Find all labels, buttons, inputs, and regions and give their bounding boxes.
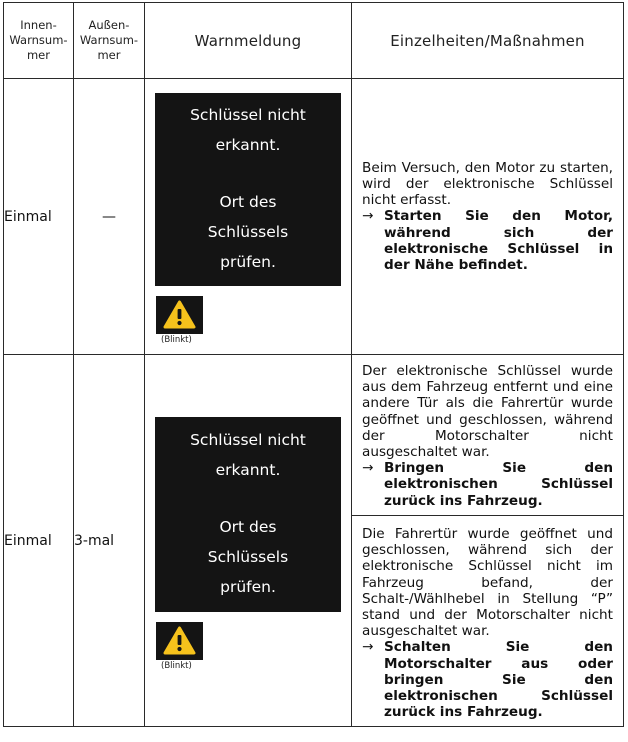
table-row (4, 355, 624, 727)
details-text: Beim Versuch, den Motor zu starten, wird der elektronische Schlüssel nicht erfasst. (362, 159, 613, 209)
details-text: Die Fahrertür wurde geöffnet und geschlossen, während sich der elektronische Schlüssel nicht im Fahrzeug befand, der Schalt-/Wählhebel in Stellung “P” stand und der Motorschalter nicht ausgeschaltet war. (362, 526, 613, 640)
warning-display-screen (155, 93, 341, 286)
arrow-icon: → (362, 208, 374, 225)
table-row (4, 79, 624, 355)
message-line: prüfen. (220, 578, 276, 596)
action-text: Schalten Sie den Motorschalter aus oder bringen Sie den elektronischen Schlüssel zurück ins Fahrzeug. (384, 639, 613, 721)
message-line: Schlüssels (207, 223, 289, 241)
header-innen: Innen- Warnsum- mer (4, 3, 74, 79)
header-einzelheiten: Einzelheiten/Maßnahmen (352, 3, 624, 79)
message-line: erkannt. (215, 136, 281, 154)
message-line: erkannt. (215, 461, 281, 479)
row1-innen: Einmal (4, 79, 74, 355)
header-aussen: Außen- Warnsum- mer (74, 3, 145, 79)
blink-label: (Blinkt) (161, 661, 192, 671)
blink-label: (Blinkt) (161, 335, 192, 345)
warning-triangle-icon (156, 296, 203, 334)
warning-triangle-icon (156, 622, 203, 660)
message-line: Schlüssel nicht (190, 106, 306, 124)
row1-message-cell (145, 79, 352, 355)
warning-display-screen (155, 417, 341, 612)
details-block (352, 526, 623, 720)
warning-table (3, 2, 624, 727)
arrow-icon: → (362, 639, 374, 656)
action-line (362, 460, 613, 509)
details-text: Der elektronische Schlüssel wurde aus dem Fahrzeug entfernt und eine andere Tür als die Fahrertür wurde geöffnet und geschlossen, während der Motorschalter nicht ausgeschaltet war. (362, 363, 613, 461)
action-text: Bringen Sie den elektronischen Schlüssel zurück ins Fahrzeug. (384, 460, 613, 509)
action-line (362, 639, 613, 720)
header-warnmeldung: Warnmeldung (145, 3, 352, 79)
row2-message-cell (145, 355, 352, 727)
message-line: Schlüssel nicht (190, 431, 306, 449)
details-block (352, 363, 623, 509)
message-line: prüfen. (220, 253, 276, 271)
table-header-row (4, 3, 624, 79)
row2-details-cell (352, 355, 624, 727)
row1-details-cell (352, 79, 624, 355)
details-subcell (352, 355, 623, 516)
message-line: Ort des (219, 193, 277, 211)
details-block (352, 160, 623, 273)
action-line (362, 208, 613, 273)
row2-innen: Einmal (4, 355, 74, 727)
details-subcell (352, 516, 623, 720)
message-line: Ort des (219, 518, 277, 536)
arrow-icon: → (362, 460, 374, 477)
row1-aussen: — (74, 79, 145, 355)
action-text: Starten Sie den Motor, während sich der elektronische Schlüssel in der Nähe befindet. (384, 208, 613, 273)
row2-aussen: 3-mal (74, 355, 145, 727)
message-line: Schlüssels (207, 548, 289, 566)
